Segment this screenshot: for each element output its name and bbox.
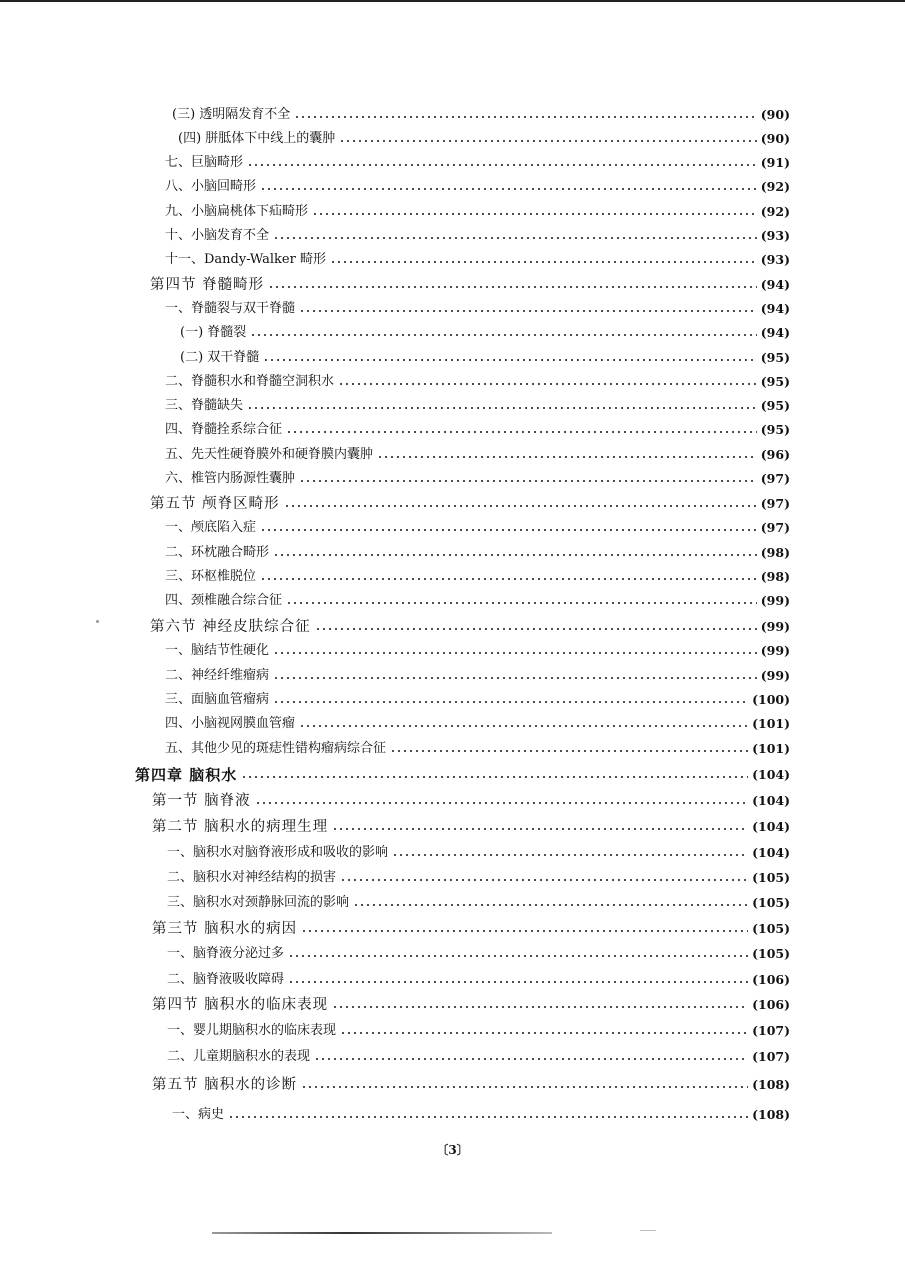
toc-entry (165, 201, 790, 223)
toc-entry-page: (105) (752, 895, 790, 910)
toc-entry (165, 395, 790, 417)
dot-leader (260, 578, 757, 580)
toc-entry-title: 六、椎管内肠源性囊肿 (165, 471, 296, 486)
dot-leader (312, 213, 757, 215)
scan-artifact-line (212, 1232, 552, 1234)
toc-entry (152, 816, 790, 838)
toc-entry-title: 一、病史 (172, 1107, 225, 1122)
toc-entry-page: (99) (760, 668, 790, 683)
toc-entry-page: (96) (760, 447, 790, 462)
toc-entry (150, 493, 790, 515)
dot-leader (353, 904, 748, 906)
toc-entry-page: (104) (752, 819, 790, 834)
dot-leader (392, 854, 748, 856)
dot-leader (268, 286, 757, 288)
toc-entry-page: (104) (752, 845, 790, 860)
toc-entry-title: 二、神经纤维瘤病 (165, 668, 270, 683)
dot-leader (260, 188, 757, 190)
toc-entry (152, 1074, 790, 1096)
toc-entry (165, 176, 790, 198)
toc-entry (165, 517, 790, 539)
toc-entry-title: 二、脑积水对神经结构的损害 (167, 870, 337, 885)
toc-entry-page: (100) (752, 692, 790, 707)
toc-entry (165, 225, 790, 247)
toc-entry (180, 322, 790, 344)
dot-leader (288, 981, 748, 983)
toc-entry (165, 689, 790, 711)
toc-entry-page: (105) (752, 921, 790, 936)
dot-leader (228, 1116, 748, 1118)
toc-entry-page: (95) (760, 422, 790, 437)
toc-entry-page: (97) (760, 496, 790, 511)
toc-entry (165, 444, 790, 466)
toc-entry-title: 一、脑积水对脑脊液形成和吸收的影响 (167, 845, 389, 860)
toc-entry-page: (99) (760, 593, 790, 608)
toc-entry (165, 298, 790, 320)
toc-entry (165, 590, 790, 612)
toc-entry-page: (106) (752, 997, 790, 1012)
toc-entry-page: (90) (760, 131, 790, 146)
toc-entry-page: (90) (760, 107, 790, 122)
toc-entry-page: (108) (752, 1077, 790, 1092)
toc-entry-page: (93) (760, 252, 790, 267)
toc-entry (152, 994, 790, 1016)
toc-entry-page: (104) (752, 793, 790, 808)
toc-entry-title: 三、环枢椎脱位 (165, 569, 257, 584)
toc-entry (165, 468, 790, 490)
toc-entry-page: (92) (760, 204, 790, 219)
toc-entry-page: (94) (760, 301, 790, 316)
toc-entry-page: (107) (752, 1049, 790, 1064)
dot-leader (301, 930, 748, 932)
dot-leader (273, 701, 748, 703)
dot-leader (377, 456, 757, 458)
dot-leader (260, 529, 757, 531)
toc-entry-title: 一、脑结节性硬化 (165, 643, 270, 658)
dot-leader (390, 750, 748, 752)
toc-entry-title: 四、脊髓拴系综合征 (165, 422, 283, 437)
toc-entry-page: (94) (760, 325, 790, 340)
toc-entry-page: (99) (760, 643, 790, 658)
dot-leader (315, 628, 757, 630)
toc-entry (172, 1104, 790, 1126)
toc-entry-title: 第二节 脑积水的病理生理 (152, 819, 329, 835)
toc-entry-page: (105) (752, 870, 790, 885)
toc-entry (165, 542, 790, 564)
toc-entry-title: (一) 脊髓裂 (180, 325, 247, 340)
dot-leader (299, 310, 757, 312)
toc-entry-title: 二、脊髓积水和脊髓空洞积水 (165, 374, 335, 389)
toc-entry (172, 104, 790, 126)
toc-entry-page: (107) (752, 1023, 790, 1038)
toc-entry-page: (105) (752, 946, 790, 961)
toc-entry (167, 969, 790, 991)
toc-entry-page: (108) (752, 1107, 790, 1122)
toc-entry-title: 第五节 颅脊区畸形 (150, 496, 280, 512)
toc-entry-title: 八、小脑回畸形 (165, 179, 257, 194)
toc-entry-page: (104) (752, 767, 790, 782)
toc-entry-title: 七、巨脑畸形 (165, 155, 244, 170)
toc-entry-page: (93) (760, 228, 790, 243)
toc-entry (167, 892, 790, 914)
dot-leader (299, 480, 757, 482)
toc-entry-page: (98) (760, 545, 790, 560)
dot-leader (286, 431, 757, 433)
toc-entry-title: 九、小脑扁桃体下疝畸形 (165, 204, 309, 219)
toc-entry (165, 738, 790, 760)
toc-entry-title: 二、脑脊液吸收障碍 (167, 972, 285, 987)
dot-leader (340, 879, 748, 881)
dot-leader (255, 802, 748, 804)
toc-entry-title: 第六节 神经皮肤综合征 (150, 619, 311, 635)
toc-entry-title: 二、环枕融合畸形 (165, 545, 270, 560)
toc-entry-page: (99) (760, 619, 790, 634)
dot-leader (338, 383, 757, 385)
toc-entry-title: 三、面脑血管瘤病 (165, 692, 270, 707)
toc-entry-title: 第四节 脊髓畸形 (150, 277, 265, 293)
toc-entry (165, 152, 790, 174)
dot-leader (241, 776, 748, 778)
toc-entry-title: 五、其他少见的斑痣性错构瘤病综合征 (165, 741, 387, 756)
toc-entry-title: 一、脑脊液分泌过多 (167, 946, 285, 961)
toc-entry-title: 第五节 脑积水的诊断 (152, 1077, 298, 1093)
dot-leader (247, 407, 757, 409)
toc-entry (152, 918, 790, 940)
toc-entry-page: (95) (760, 374, 790, 389)
dot-leader (273, 652, 757, 654)
dot-leader (294, 116, 756, 118)
toc-entry-title: 第四节 脑积水的临床表现 (152, 997, 329, 1013)
toc-entry-page: (101) (752, 741, 790, 756)
dot-leader (332, 828, 748, 830)
scan-speck (96, 620, 99, 623)
toc-entry (165, 249, 790, 271)
toc-entry (165, 665, 790, 687)
toc-entry (167, 1020, 790, 1042)
scan-artifact-mark (640, 1230, 656, 1231)
toc-entry (150, 274, 790, 296)
toc-entry-title: (二) 双干脊髓 (180, 350, 260, 365)
toc-entry-title: 一、脊髓裂与双干脊髓 (165, 301, 296, 316)
toc-entry (167, 1046, 790, 1068)
toc-entry (167, 867, 790, 889)
toc-entry (165, 566, 790, 588)
toc-entry-title: (三) 透明隔发育不全 (172, 107, 291, 122)
toc-entry-title: 一、婴儿期脑积水的临床表现 (167, 1023, 337, 1038)
toc-entry-page: (92) (760, 179, 790, 194)
dot-leader (263, 359, 756, 361)
toc-entry-title: 二、儿童期脑积水的表现 (167, 1049, 311, 1064)
toc-entry (152, 790, 790, 812)
dot-leader (340, 1032, 748, 1034)
toc-entry-page: (91) (760, 155, 790, 170)
dot-leader (273, 677, 757, 679)
toc-entry-page: (106) (752, 972, 790, 987)
dot-leader (339, 140, 756, 142)
toc-entry-page: (97) (760, 520, 790, 535)
toc-entry-page: (95) (760, 350, 790, 365)
dot-leader (301, 1086, 748, 1088)
toc-entry-title: 一、颅底陷入症 (165, 520, 257, 535)
dot-leader (288, 955, 748, 957)
dot-leader (250, 334, 756, 336)
toc-entry-title: 三、脊髓缺失 (165, 398, 244, 413)
toc-entry-title: 第三节 脑积水的病因 (152, 921, 298, 937)
dot-leader (314, 1058, 748, 1060)
toc-entry-page: (98) (760, 569, 790, 584)
dot-leader (286, 602, 757, 604)
dot-leader (273, 237, 757, 239)
toc-entry (165, 713, 790, 735)
toc-entry-title: (四) 胼胝体下中线上的囊肿 (178, 131, 336, 146)
top-border-line (0, 0, 905, 2)
toc-entry (180, 347, 790, 369)
toc-entry (167, 943, 790, 965)
toc-entry-page: (94) (760, 277, 790, 292)
dot-leader (247, 164, 757, 166)
toc-entry-title: 四、小脑视网膜血管瘤 (165, 716, 296, 731)
dot-leader (330, 261, 757, 263)
toc-entry-title: 四、颈椎融合综合征 (165, 593, 283, 608)
toc-entry-page: (97) (760, 471, 790, 486)
toc-entry (165, 640, 790, 662)
toc-entry-title: 第一节 脑脊液 (152, 793, 251, 809)
dot-leader (299, 725, 748, 727)
toc-entry (178, 128, 790, 150)
toc-entry (165, 371, 790, 393)
toc-entry-page: (95) (760, 398, 790, 413)
toc-entry-page: (101) (752, 716, 790, 731)
toc-entry-title: 五、先天性硬脊膜外和硬脊膜内囊肿 (165, 447, 374, 462)
toc-entry-title: 第四章 脑积水 (135, 766, 238, 784)
dot-leader (273, 554, 757, 556)
toc-entry-title: 十、小脑发育不全 (165, 228, 270, 243)
page-number: 〔3〕 (436, 1143, 469, 1157)
dot-leader (284, 505, 757, 507)
toc-entry (167, 842, 790, 864)
toc-entry-title: 十一、Dandy-Walker 畸形 (165, 252, 326, 267)
toc-entry (150, 616, 790, 638)
toc-entry-title: 三、脑积水对颈静脉回流的影响 (167, 895, 350, 910)
dot-leader (332, 1006, 748, 1008)
toc-entry (165, 419, 790, 441)
toc-entry (135, 764, 790, 786)
